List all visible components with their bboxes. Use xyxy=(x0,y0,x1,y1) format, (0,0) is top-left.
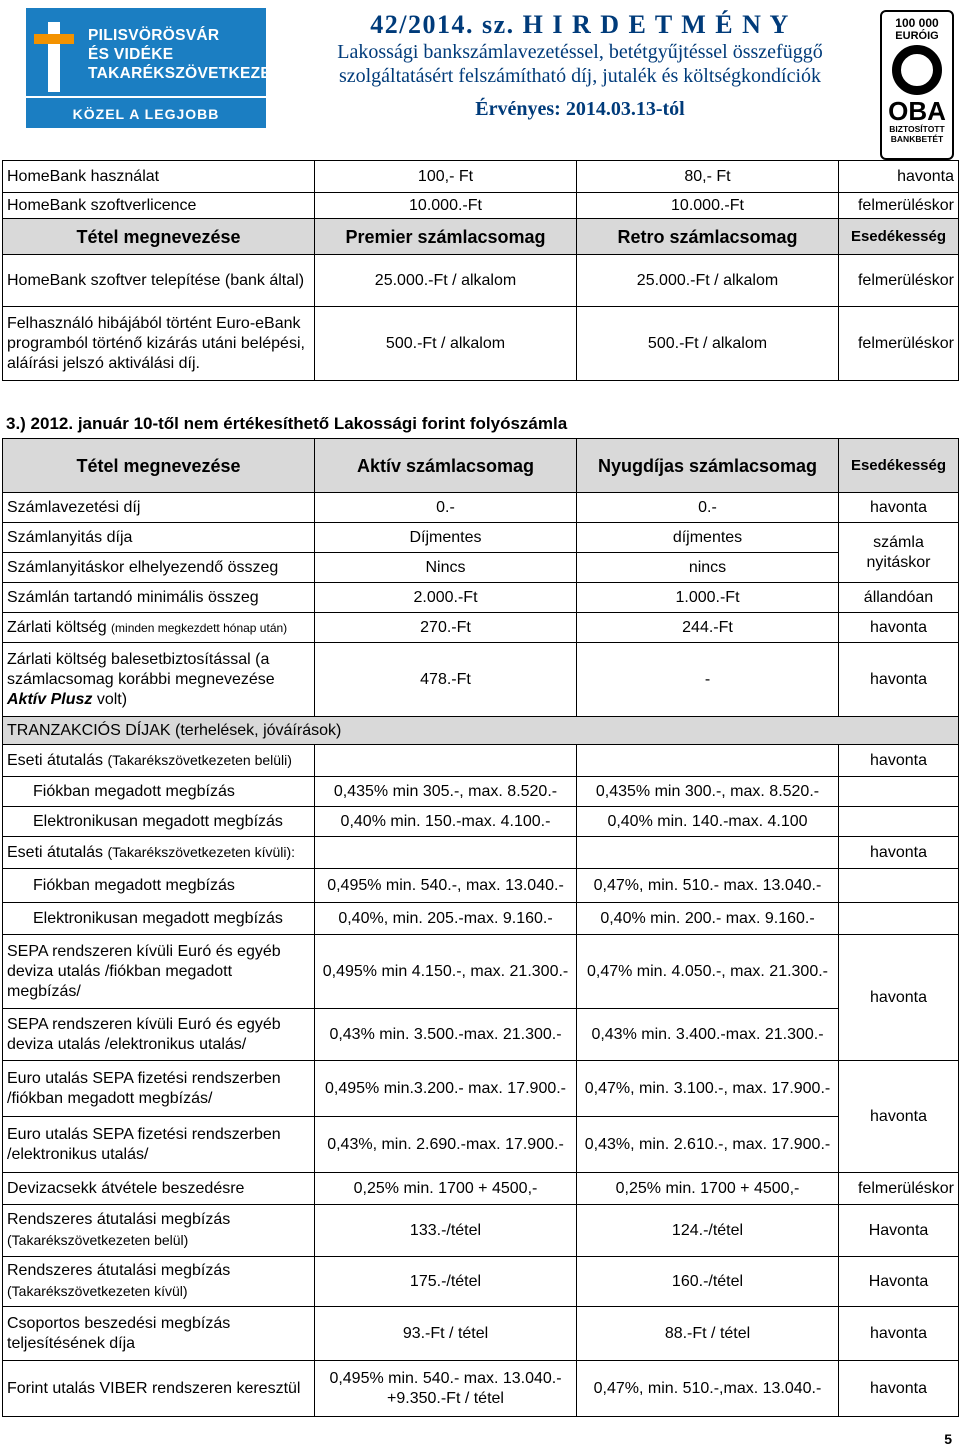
premier-value: 500.-Ft / alkalom xyxy=(315,307,577,381)
table-row xyxy=(3,307,959,381)
table-row xyxy=(3,523,959,553)
active-value: 0,495% min 4.150.-, max. 21.300.- xyxy=(315,935,577,1009)
active-value: 0,40%, min. 205.-max. 9.160.- xyxy=(315,903,577,935)
active-value: 0.- xyxy=(315,493,577,523)
item-label: Rendszeres átutalási megbízás xyxy=(7,1262,231,1279)
pensioner-value: 1.000.-Ft xyxy=(577,583,839,613)
due-value: havonta xyxy=(839,161,959,193)
item-name: SEPA rendszeren kívüli Euró és egyéb deviza utalás /fiókban megadott megbízás/ xyxy=(3,935,315,1009)
item-name: SEPA rendszeren kívüli Euró és egyéb deviza utalás /elektronikus utalás/ xyxy=(3,1009,315,1061)
section-label: TRANZAKCIÓS DÍJAK (terhelések, jóváírások) xyxy=(3,717,959,745)
table-row xyxy=(3,1117,959,1173)
header-due: Esedékesség xyxy=(839,219,959,255)
item-name: Fiókban megadott megbízás xyxy=(3,869,315,903)
pensioner-value: 0,43% min. 3.400.-max. 21.300.- xyxy=(577,1009,839,1061)
header-due: Esedékesség xyxy=(839,439,959,493)
active-value: 0,495% min. 540.-, max. 13.040.- xyxy=(315,869,577,903)
table-row xyxy=(3,1361,959,1417)
pensioner-value: 124.-/tétel xyxy=(577,1205,839,1257)
oba-caption-2: BANKBETÉT xyxy=(890,134,944,144)
due-value: havonta xyxy=(839,935,959,1061)
item-name: Elektronikusan megadott megbízás xyxy=(3,807,315,837)
active-value: 0,25% min. 1700 + 4500,- xyxy=(315,1173,577,1205)
pensioner-value: díjmentes xyxy=(577,523,839,553)
current-account-fee-table xyxy=(2,438,959,1417)
due-value: havonta xyxy=(839,745,959,777)
pensioner-value: 88.-Ft / tétel xyxy=(577,1307,839,1361)
header-pensioner: Nyugdíjas számlacsomag xyxy=(577,439,839,493)
active-value: 0,43% min. 3.500.-max. 21.300.- xyxy=(315,1009,577,1061)
pensioner-value: 0.- xyxy=(577,493,839,523)
premier-value: 100,- Ft xyxy=(315,161,577,193)
item-name: Elektronikusan megadott megbízás xyxy=(3,903,315,935)
due-value: felmerüléskor xyxy=(839,255,959,307)
retro-value: 500.-Ft / alkalom xyxy=(577,307,839,381)
due-value: havonta xyxy=(839,1307,959,1361)
table-row xyxy=(3,643,959,717)
active-value: 0,40% min. 150.-max. 4.100.- xyxy=(315,807,577,837)
table-row xyxy=(3,1009,959,1061)
table-row xyxy=(3,553,959,583)
table-row xyxy=(3,613,959,643)
due-value: havonta xyxy=(839,837,959,869)
item-label: Eseti átutalás xyxy=(7,844,104,861)
pensioner-value: 0,43%, min. 2.610.-, max. 17.900.- xyxy=(577,1117,839,1173)
due-value: állandóan xyxy=(839,583,959,613)
item-name xyxy=(3,1257,315,1307)
item-name xyxy=(3,837,315,869)
active-value: 133.-/tétel xyxy=(315,1205,577,1257)
due-value: Havonta xyxy=(839,1257,959,1307)
item-name: Fiókban megadott megbízás xyxy=(3,777,315,807)
item-note: (Takarékszövetkezeten kívül) xyxy=(7,1283,188,1299)
item-label: Rendszeres átutalási megbízás xyxy=(7,1211,231,1228)
retro-value: 25.000.-Ft / alkalom xyxy=(577,255,839,307)
active-value: 0,435% min 305.-, max. 8.520.- xyxy=(315,777,577,807)
due-value xyxy=(839,777,959,807)
due-value: felmerüléskor xyxy=(839,1173,959,1205)
item-name: Számlavezetési díj xyxy=(3,493,315,523)
active-value xyxy=(315,837,577,869)
due-value: havonta xyxy=(839,1061,959,1173)
due-value: számla nyitáskor xyxy=(839,523,959,583)
table-row xyxy=(3,869,959,903)
header-premier: Premier számlacsomag xyxy=(315,219,577,255)
table-row xyxy=(3,837,959,869)
table-header-row xyxy=(3,219,959,255)
table-row xyxy=(3,161,959,193)
pensioner-value: 244.-Ft xyxy=(577,613,839,643)
item-name: Számlán tartandó minimális összeg xyxy=(3,583,315,613)
pensioner-value: 0,40% min. 140.-max. 4.100 xyxy=(577,807,839,837)
document-title: 42/2014. sz. H I R D E T M É N Y xyxy=(370,10,790,39)
item-name: Forint utalás VIBER rendszeren keresztül xyxy=(3,1361,315,1417)
item-label: Zárlati költség xyxy=(7,618,107,636)
document-subtitle-1: Lakossági bankszámlavezetéssel, betétgyűjtéssel összefüggő xyxy=(337,41,823,63)
oba-name: OBA xyxy=(888,96,946,126)
header-active: Aktív számlacsomag xyxy=(315,439,577,493)
table-row xyxy=(3,903,959,935)
table-header-row xyxy=(3,439,959,493)
pensioner-value: 0,40% min. 200.- max. 9.160.- xyxy=(577,903,839,935)
pensioner-value: 0,47%, min. 510.- max. 13.040.- xyxy=(577,869,839,903)
due-value: havonta xyxy=(839,493,959,523)
pensioner-value: 0,25% min. 1700 + 4500,- xyxy=(577,1173,839,1205)
item-name xyxy=(3,745,315,777)
item-label: Eseti átutalás xyxy=(7,752,104,769)
due-value: felmerüléskor xyxy=(839,307,959,381)
table-row xyxy=(3,583,959,613)
item-name: Csoportos beszedési megbízás teljesítésének díja xyxy=(3,1307,315,1361)
logo-divider xyxy=(26,96,266,98)
oba-currency: EURÓIG xyxy=(895,30,939,42)
item-label: Zárlati költség balesetbiztosítással (a számlacsomag korábbi megnevezése xyxy=(7,650,275,688)
active-value: 0,495% min.3.200.- max. 17.900.- xyxy=(315,1061,577,1117)
item-name: Euro utalás SEPA fizetési rendszerben /fiókban megadott megbízás/ xyxy=(3,1061,315,1117)
active-value: 93.-Ft / tétel xyxy=(315,1307,577,1361)
pensioner-value: 160.-/tétel xyxy=(577,1257,839,1307)
item-name: HomeBank szoftverlicence xyxy=(3,193,315,219)
table-row xyxy=(3,1205,959,1257)
item-label-end: volt) xyxy=(96,690,128,708)
header-item: Tétel megnevezése xyxy=(3,219,315,255)
table-row xyxy=(3,777,959,807)
table-row xyxy=(3,193,959,219)
item-name: Euro utalás SEPA fizetési rendszerben /elektronikus utalás/ xyxy=(3,1117,315,1173)
pensioner-value: 0,47% min. 4.050.-, max. 21.300.- xyxy=(577,935,839,1009)
item-note: (Takarékszövetkezeten belül) xyxy=(7,1232,189,1248)
active-value: 175.-/tétel xyxy=(315,1257,577,1307)
item-name xyxy=(3,1205,315,1257)
bank-tagline: KÖZEL A LEGJOBB xyxy=(72,106,220,122)
table-row xyxy=(3,1173,959,1205)
document-subtitle-2: szolgáltatásért felszámítható díj, jutalék és költségkondíciók xyxy=(338,65,822,87)
retro-value: 80,- Ft xyxy=(577,161,839,193)
homebank-fee-table xyxy=(2,160,959,381)
due-value xyxy=(839,807,959,837)
active-value: Díjmentes xyxy=(315,523,577,553)
active-value xyxy=(315,745,577,777)
retro-value: 10.000.-Ft xyxy=(577,193,839,219)
item-name: Felhasználó hibájából történt Euro-eBank programból történő kizárás utáni belépési, aláírási jelszó aktiválási díj. xyxy=(3,307,315,381)
due-value: havonta xyxy=(839,1361,959,1417)
item-name: Számlanyitás díja xyxy=(3,523,315,553)
pensioner-value xyxy=(577,837,839,869)
table-row xyxy=(3,935,959,1009)
active-value: 2.000.-Ft xyxy=(315,583,577,613)
validity-date: Érvényes: 2014.03.13-tól xyxy=(475,98,685,120)
item-note: (Takarékszövetkezeten belüli) xyxy=(107,752,292,768)
table-row xyxy=(3,1307,959,1361)
item-name: HomeBank szoftver telepítése (bank által) xyxy=(3,255,315,307)
document-header xyxy=(0,0,960,155)
due-value: havonta xyxy=(839,643,959,717)
due-value xyxy=(839,903,959,935)
bank-name: PILISVÖRÖSVÁR ÉS VIDÉKE TAKARÉKSZÖVETKEZET xyxy=(88,27,281,82)
pensioner-value: 0,435% min 300.-, max. 8.520.- xyxy=(577,777,839,807)
bank-logo xyxy=(26,8,281,128)
item-name xyxy=(3,613,315,643)
premier-value: 10.000.-Ft xyxy=(315,193,577,219)
header-retro: Retro számlacsomag xyxy=(577,219,839,255)
item-name: Számlanyitáskor elhelyezendő összeg xyxy=(3,553,315,583)
active-value: Nincs xyxy=(315,553,577,583)
premier-value: 25.000.-Ft / alkalom xyxy=(315,255,577,307)
due-value: havonta xyxy=(839,613,959,643)
due-value: felmerüléskor xyxy=(839,193,959,219)
pensioner-value xyxy=(577,745,839,777)
due-value xyxy=(839,869,959,903)
item-label-emphasis: Aktív Plusz xyxy=(7,690,93,708)
table-row xyxy=(3,255,959,307)
active-value: 270.-Ft xyxy=(315,613,577,643)
active-value: 0,495% min. 540.- max. 13.040.- +9.350.-Ft / tétel xyxy=(315,1361,577,1417)
table-row xyxy=(3,807,959,837)
table-row xyxy=(3,745,959,777)
table-row xyxy=(3,493,959,523)
section-title: 3.) 2012. január 10-től nem értékesíthető Lakossági forint folyószámla xyxy=(6,414,568,433)
bank-logo-mark-icon xyxy=(34,22,74,92)
pensioner-value: - xyxy=(577,643,839,717)
item-name xyxy=(3,643,315,717)
oba-caption-1: BIZTOSÍTOTT xyxy=(889,124,945,134)
item-note: (minden megkezdett hónap után) xyxy=(111,620,288,635)
oba-insurance-badge xyxy=(880,10,954,160)
active-value: 478.-Ft xyxy=(315,643,577,717)
item-name: Devizacsekk átvétele beszedésre xyxy=(3,1173,315,1205)
table-row xyxy=(3,1061,959,1117)
active-value: 0,43%, min. 2.690.-max. 17.900.- xyxy=(315,1117,577,1173)
item-note: (Takarékszövetkezeten kívüli): xyxy=(107,844,296,860)
pensioner-value: 0,47%, min. 510.-,max. 13.040.- xyxy=(577,1361,839,1417)
table-row xyxy=(3,1257,959,1307)
due-value: Havonta xyxy=(839,1205,959,1257)
oba-amount: 100 000 xyxy=(895,16,939,30)
header-item: Tétel megnevezése xyxy=(3,439,315,493)
pensioner-value: nincs xyxy=(577,553,839,583)
section-row xyxy=(3,717,959,745)
item-name: HomeBank használat xyxy=(3,161,315,193)
page-number: 5 xyxy=(944,1431,952,1447)
oba-ring-icon xyxy=(892,45,942,95)
pensioner-value: 0,47%, min. 3.100.-, max. 17.900.- xyxy=(577,1061,839,1117)
title-block xyxy=(290,10,870,121)
